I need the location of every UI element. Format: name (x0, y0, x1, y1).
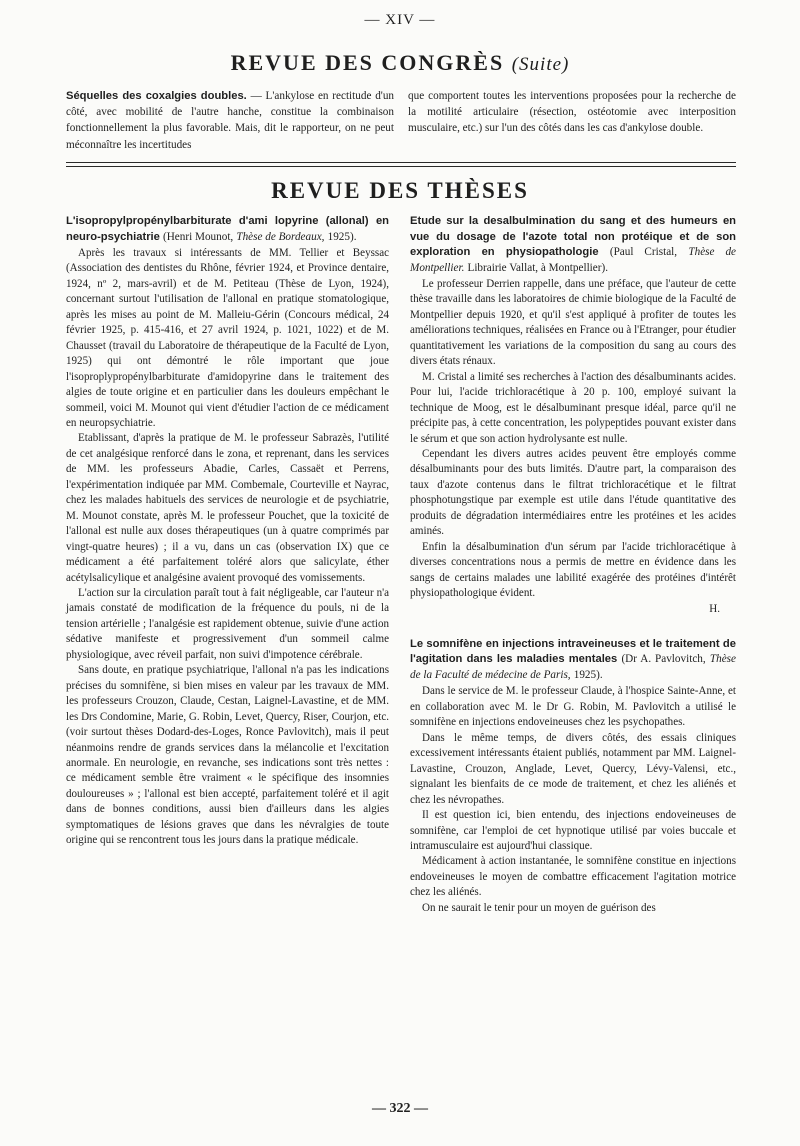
article-somnifene-author: (Dr A. Pavlovitch, (621, 653, 706, 666)
article-allonal-year: 1925). (327, 230, 357, 243)
article-somnifene-title: Le somnifène en injections intraveineuses et le traitement de l'agitation dans les maladies mentales (410, 637, 736, 666)
congres-right-paragraph: que comportent toutes les interventions proposées pour la recherche de la motilité articulaire (résection, ostéotomie avec interposition musculaire, etc.) sur l'un des côtés dans les cas d'ankylose double. (408, 90, 736, 135)
article-allonal-paragraph: L'action sur la circulation paraît tout à fait négligeable, car l'auteur n'a jamais constaté de modification de la fréquence du pouls, ni de la tension artérielle ; l'analgésie est rapidement obtenue, suivie d'une action sédative manifeste et progressivement d'un sommeil calme physiologique, avec réveil parfait, non suivi d'impotence cérébrale. (66, 586, 389, 661)
article-desalbumination-paragraph: Le professeur Derrien rappelle, dans une préface, que l'auteur de cette thèse travaille dans les laboratoires de chimie biologique de la Faculté de Montpellier depuis 1920, et qu'il s'est appliqué à profiter de toutes les améliorations techniques, réalisées en France ou à l'Etranger, pour étudier quantitativement les variations de la composition du sang au cours des divers états rénaux. (410, 278, 736, 368)
section-divider-thin (66, 166, 736, 167)
article-desalbumination-author: (Paul Cristal, (609, 246, 678, 258)
section-divider-thick (66, 162, 736, 163)
left-column (66, 214, 389, 849)
article-somnifene-year: 1925). (573, 668, 603, 681)
congres-left-text: — L'ankylose en rectitude d'un côté, avec mobilité de l'autre hanche, constitue la combinaison fonctionnellement la plus favorable. Mais, dit le rapporteur, on ne peut méconnaître les incertitudes (66, 90, 395, 151)
article-desalbumination-paragraph: M. Cristal a limité ses recherches à l'action des désalbuminants acides. Pour lui, l'acide trichloracétique à 20 p. 100, employé suivant la technique de Moog, est le désalbuminant presque idéal, parce qu'il ne précipite pas, à cette concentration, les polypeptides pouvant exister dans le sérum et que son action hydrolysante est nulle. (410, 370, 736, 445)
article-allonal-title-block (66, 214, 389, 245)
article-allonal-title: L'isopropylpropénylbarbiturate d'ami lopyrine (allonal) en neuro-psychiatrie (66, 215, 389, 243)
article-desalbumination-reference: Thèse de Montpellier. (410, 246, 737, 274)
article-somnifene-paragraph: On ne saurait le tenir pour un moyen de guérison des (422, 901, 656, 914)
article-spacer (410, 617, 736, 637)
congres-section-title (0, 50, 800, 76)
article-somnifene-reference: Thèse de la Faculté de médecine de Paris, (410, 653, 736, 681)
article-desalbumination-paragraph: Enfin la désalbumination d'un sérum par l'acide trichloracétique à diverses concentrations nous a permis de mettre en évidence dans les sangs de certains malades une labilité exagérée des protéines d'intérêt physiopathologique évident. (410, 540, 736, 600)
article-allonal-paragraph: Après les travaux si intéressants de MM. Tellier et Beyssac (Association des dentistes du Rhône, février 1924, et Province dentaire, 1924, nº 2, mars-avril) et de M. Petiteau (Thèse de Lyon, 1924), concernant surtout l'utilisation de l'allonal en pratique stomatologique, après les mises au point de M. Malleiu-Gérin (Concours médical, 24 février 1925, p. 415-416, et 27 avril 1924, p. 1021, 1022) et de M. Chausset (travail du Laboratoire de thérapeutique de la Faculté de Lyon, 1925) qui ont démontré le rôle important que joue l'isoproplypropénylbarbiturate d'amidopyrine dans le traitement des algies de toute origine et en particulier dans les douleurs empêchant le sommeil, voici M. Mounot qui vient d'étudier l'action de ce médicament en neuropsychiatrie. (66, 247, 389, 429)
congres-left-paragraph (66, 88, 394, 153)
article-desalbumination-title-block (410, 214, 736, 276)
article-somnifene-paragraph: Médicament à action instantanée, le somnifène constitue en injections endoveineuses le moyen de combattre efficacement l'agitation motrice chez les aliénés. (410, 855, 736, 899)
congres-title-text: REVUE DES CONGRÈS (230, 50, 505, 75)
article-allonal-paragraph: Sans doute, en pratique psychiatrique, l'allonal n'a pas les indications précises du somnifène, si bien mises en valeur par les travaux de MM. les professeurs Crouzon, Claude, Cestan, Laignel-Lavastine, et de MM. les Drs Condomine, Marie, G. Robin, Levet, Quercy, Riser, Courjon, etc. (voir surtout thèses Dodard-des-Loges, Ronce Pavlovitch), mais il peut néanmoins rendre de grands services dans la mélancolie et l'excitation anormale. En neurologie, en revanche, ses indications sont très nettes : ce médicament semble être vraiment « le spécifique des insomnies douloureuses » ; l'allonal est bien accepté, parfaitement toléré et il agit dans de bonnes conditions, aussi bien d'ailleurs dans les algies symptomatiques de lésions graves que dans les névralgies de toute origine qui se rencontrent tous les jours dans la pratique médicale. (66, 664, 389, 847)
article-allonal-author: (Henri Mounot, (163, 230, 234, 243)
page-number: — 322 — (372, 1101, 428, 1116)
congres-heading: Séquelles des coxalgies doubles. (66, 90, 247, 102)
article-allonal-reference: Thèse de Bordeaux, (236, 230, 325, 243)
article-desalbumination-signature: H. (709, 602, 720, 615)
congres-columns (66, 88, 736, 153)
right-column (410, 214, 736, 916)
page-folio-roman: — XIV — (364, 12, 436, 28)
article-desalbumination-title: Etude sur la desalbulmination du sang et des humeurs en vue du dosage de l'azote total non protéique et de son exploration en physiopathologie (410, 215, 736, 258)
article-somnifene-paragraph: Dans le service de M. le professeur Claude, à l'hospice Sainte-Anne, et en collaboration avec M. le Dr G. Robin, M. Pavlovitch a utilisé le somnifène en injections endoveineuses chez les psychopathes. (410, 685, 736, 729)
theses-section-title: REVUE DES THÈSES (271, 178, 529, 203)
congres-title-suite: (Suite) (511, 54, 570, 75)
article-desalbumination-paragraph: Cependant les divers autres acides peuvent être employés comme désalbuminants pour des buts limités. D'autre part, la comparaison des taux d'azote contenus dans le filtrat trichloracétique et le filtrat phosphotungstique par exemple est utile dans l'étude quantitative des produits de dégradation intermédiaires entre les protéines et les acides aminés. (410, 447, 736, 538)
article-allonal-paragraph: Etablissant, d'après la pratique de M. le professeur Sabrazès, l'utilité de cet analgésique renforcé dans le zona, et reprenant, dans les services de MM. les professeurs Abadie, Carles, Cassaët et Perrens, l'expérimentation indiquée par MM. Combemale, Courteville et Nayrac, chez les malades habituels des services de neurologie et de psychiatrie, M. Mounot constate, après M. le professeur Pouchet, que la toxicité de l'allonal est nulle aux doses thérapeutiques (un à quatre comprimés par vingt-quatre heures) ; il a vu, dans un cas (observation IX) que ce médicament a été parfaitement toléré alors que salicylate, éther acétylsalicylique et analgésine avaient provoqué des vomissements. (66, 432, 389, 584)
article-desalbumination-publisher: Librairie Vallat, à Montpellier). (467, 261, 609, 274)
article-somnifene-paragraph: Il est question ici, bien entendu, des injections endoveineuses de somnifène, car l'emploi de cet hypnotique utilisé par voies buccale et intramusculaire est aujourd'hui classique. (410, 809, 736, 852)
article-somnifene-paragraph: Dans le même temps, de divers côtés, des essais cliniques excessivement intéressants étaient publiés, notamment par MM. Laignel-Lavastine, Crouzon, Anglade, Levet, Quercy, Lévy-Valensi, etc., signalant les bienfaits de ce mode de traitement, et chez les aliénés et chez les névropathes. (410, 731, 736, 806)
article-somnifene-title-block (410, 637, 736, 684)
